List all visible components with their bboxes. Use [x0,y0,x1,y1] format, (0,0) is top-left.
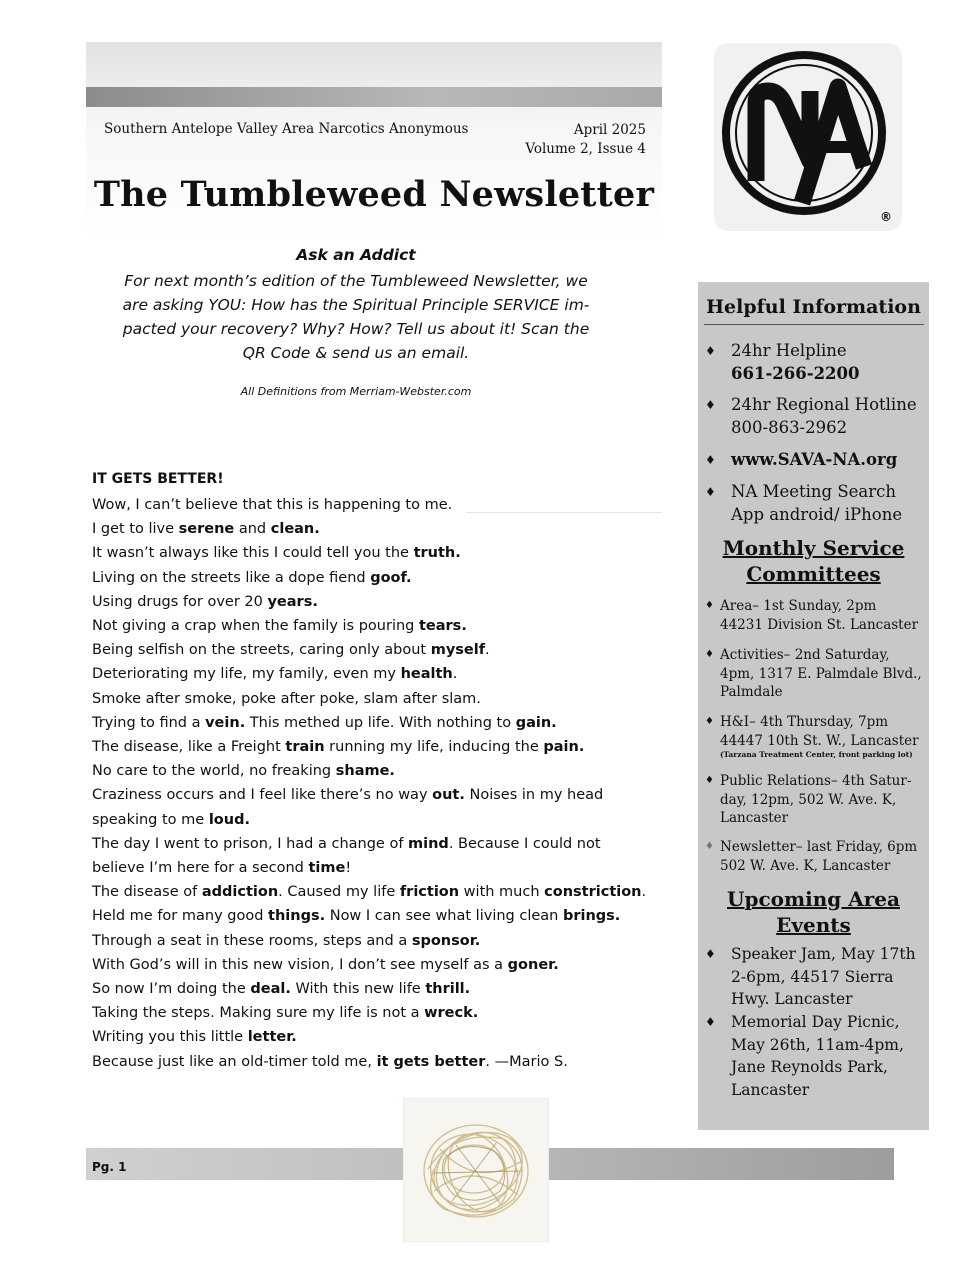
issue-info [525,121,646,159]
poem-line [92,783,652,807]
diamond-bullet-icon: ♦ [705,344,716,358]
poem-text: The day I went to prison, I had a change of [92,835,409,852]
poem-emphasis: brings. [562,908,621,925]
poem-text: Not giving a crap when the family is pouring [92,618,419,635]
poem-emphasis: gain. [515,714,557,731]
app-line: NA Meeting Search [731,482,897,501]
poem-emphasis: friction [399,884,460,901]
poem-emphasis: vein. [205,714,246,731]
na-logo-icon [714,43,902,231]
diamond-bullet-icon: ♦ [705,841,714,852]
poem-text: Being selfish on the streets, caring only about [92,642,431,659]
sidebar: Helpful Information ♦ 24hr Helpline 661-266-2200 ♦ 24hr Regional Hotline 800-863-2962 ♦ www.SAVA-NA.org ♦ NA Meeting Search App android/ iPhone Monthly Service Committees ♦ Area– 1st Sunday, 2pm 44231 Division St. Lancaster ♦ Activities– 2nd Saturday, 4pm, 1317 E. Palmdale Blvd., Palmdale ♦ H&I– 4th Thursday, 7pm 44447 10th St. W., Lancaster (Tarzana Treatment Center, front parking lot) ♦ Public Relations– 4th Satur- day, 12pm, 502 W. Ave. K, Lancaster ♦ Newsletter– last Friday, 6pm 502 W. Ave. K, Lancaster Upcoming Area Events ♦ Speaker Jam, May 17th 2-6pm, 44517 Sierra Hwy. Lancaster ♦ Memorial Day Picnic, May 26th, 11am-4pm, Jane Reynolds Park, Lancaster [698,282,929,1130]
poem-line [92,493,652,517]
poem-text: The disease of [92,884,202,901]
poem-text: and [234,521,271,538]
poem-emphasis: years. [267,593,318,610]
svg-text:®: ® [880,210,892,224]
poem-line [92,662,652,686]
poem-emphasis: wreck. [424,1005,479,1022]
poem-text: It wasn’t always like this I could tell you the [92,545,414,562]
tumbleweed-image [403,1098,549,1242]
poem-line [92,953,652,977]
poem-emphasis: truth. [413,545,461,562]
newsletter-title: The Tumbleweed Newsletter [93,174,655,215]
divider [704,324,924,325]
ask-line: QR Code & send us an email. [242,344,470,362]
website-link[interactable]: www.SAVA-NA.org [731,450,898,469]
header-bar [86,87,662,107]
poem-line [92,541,652,565]
poem-line [92,929,652,953]
regional-label: 24hr Regional Hotline [731,395,917,414]
poem-emphasis: letter. [247,1029,297,1046]
poem-emphasis: train [285,739,325,756]
poem-text: So now I’m doing the [92,981,251,998]
app-line: App android/ iPhone [731,504,903,524]
poem-text: I get to live [92,521,179,538]
poem-text: Held me for many good [92,908,269,925]
poem-emphasis: time [308,860,346,877]
poem-text: Because just like an old-timer told me, [92,1053,377,1070]
poem-text: With this new life [290,981,426,998]
poem-text: Trying to find a [92,714,206,731]
poem-text: ! [345,860,352,877]
tumbleweed-icon [404,1099,548,1241]
poem-text: Taking the steps. Making sure my life is not a [92,1005,425,1022]
ask-line: are asking YOU: How has the Spiritual Principle SERVICE im- [122,296,590,314]
poem-text: Wow, I can’t believe that this is happening to me. [92,497,453,513]
helpful-heading: Helpful Information [706,296,921,318]
poem-emphasis: it gets better [376,1053,486,1070]
ask-body [116,269,596,365]
diamond-bullet-icon: ♦ [705,716,714,727]
poem-text: . [452,666,458,683]
poem-text: Craziness occurs and I feel like there’s no way [92,787,433,804]
poem-text: The disease, like a Freight [92,739,286,756]
poem-emphasis: clean. [270,521,320,538]
poem-text: . —Mario S. [485,1053,568,1070]
poem-text: with much [459,884,545,901]
poem-text: . Because I could not [448,835,601,852]
poem-text: Through a seat in these rooms, steps and a [92,932,412,949]
poem-line [92,856,652,880]
poem-text: running my life, inducing the [324,739,544,756]
poem-text: . Caused my life [278,884,400,901]
poem-text: Smoke after smoke, poke after poke, slam after slam. [92,690,481,707]
poem-text: Noises in my head [464,787,604,804]
poem-text: With God’s will in this new vision, I don’t see myself as a [92,956,508,973]
poem-line [92,759,652,783]
poem-line [92,735,652,759]
poem-line [92,590,652,614]
poem-emphasis: serene [178,521,235,538]
poem-line [92,1001,652,1025]
poem-line [92,566,652,590]
poem-emphasis: addiction [201,884,279,901]
poem-emphasis: goof. [370,569,412,586]
poem-emphasis: goner. [507,956,559,973]
poem-emphasis: thrill. [425,981,471,998]
poem-line [92,1025,652,1049]
na-logo [714,43,902,231]
issue-date: April 2025 [573,122,646,138]
diamond-bullet-icon: ♦ [705,947,716,961]
poem-emphasis: pain. [543,739,585,756]
poem-line [92,711,652,735]
poem-text: believe I’m here for a second [92,860,309,877]
diamond-bullet-icon: ♦ [705,1015,716,1029]
poem-emphasis: constriction [544,884,642,901]
poem-line [92,808,652,832]
events-heading: Upcoming Area Events [727,887,900,937]
poem-emphasis: loud. [208,811,250,828]
poem-text: This methed up life. With nothing to [245,714,516,731]
diamond-bullet-icon: ♦ [705,485,716,499]
poem-emphasis: myself [430,642,486,659]
poem-line [92,880,652,904]
poem-text: Writing you this little [92,1029,248,1046]
poem-emphasis: sponsor. [411,932,481,949]
poem-line [92,517,652,541]
poem-line [92,687,652,711]
poem-text: . [485,642,490,659]
poem-emphasis: mind [408,835,449,852]
poem-emphasis: tears. [418,618,467,635]
poem-text: Deteriorating my life, my family, even my [92,666,401,683]
poem-emphasis: things. [268,908,326,925]
poem-text: speaking to me [92,811,209,828]
poem-text: No care to the world, no freaking [92,763,336,780]
org-name: Southern Antelope Valley Area Narcotics Anonymous [104,121,469,137]
committees-heading: Monthly Service Committees [722,536,905,586]
page-number: Pg. 1 [92,1160,127,1174]
poem-line [92,1050,652,1074]
poem-line [92,904,652,928]
diamond-bullet-icon: ♦ [705,453,716,467]
poem-text: Living on the streets like a dope fiend [92,569,371,586]
ask-heading: Ask an Addict [296,246,416,264]
poem-title: IT GETS BETTER! [92,471,224,487]
ask-line: pacted your recovery? Why? How? Tell us about it! Scan the [122,320,590,338]
poem-line [92,614,652,638]
diamond-bullet-icon: ♦ [705,649,714,660]
poem-line [92,977,652,1001]
definitions-note: All Definitions from Merriam-Webster.com [240,385,472,398]
ask-line: For next month’s edition of the Tumbleweed Newsletter, we [124,272,588,290]
helpline-label: 24hr Helpline [731,341,847,360]
regional-number: 800-863-2962 [731,417,848,437]
diamond-bullet-icon: ♦ [705,775,714,786]
poem-emphasis: health [400,666,453,683]
diamond-bullet-icon: ♦ [705,398,716,412]
issue-volume: Volume 2, Issue 4 [525,141,646,157]
poem-text: Now I can see what living clean [325,908,563,925]
poem-emphasis: shame. [335,763,395,780]
poem-line [92,832,652,856]
poem-emphasis: out. [432,787,465,804]
helpline-number: 661-266-2200 [731,363,860,383]
poem-text: Using drugs for over 20 [92,593,268,610]
poem-body [92,493,652,1074]
poem-text: . [641,884,647,901]
poem-line [92,638,652,662]
poem-emphasis: deal. [250,981,291,998]
diamond-bullet-icon: ♦ [705,600,714,611]
